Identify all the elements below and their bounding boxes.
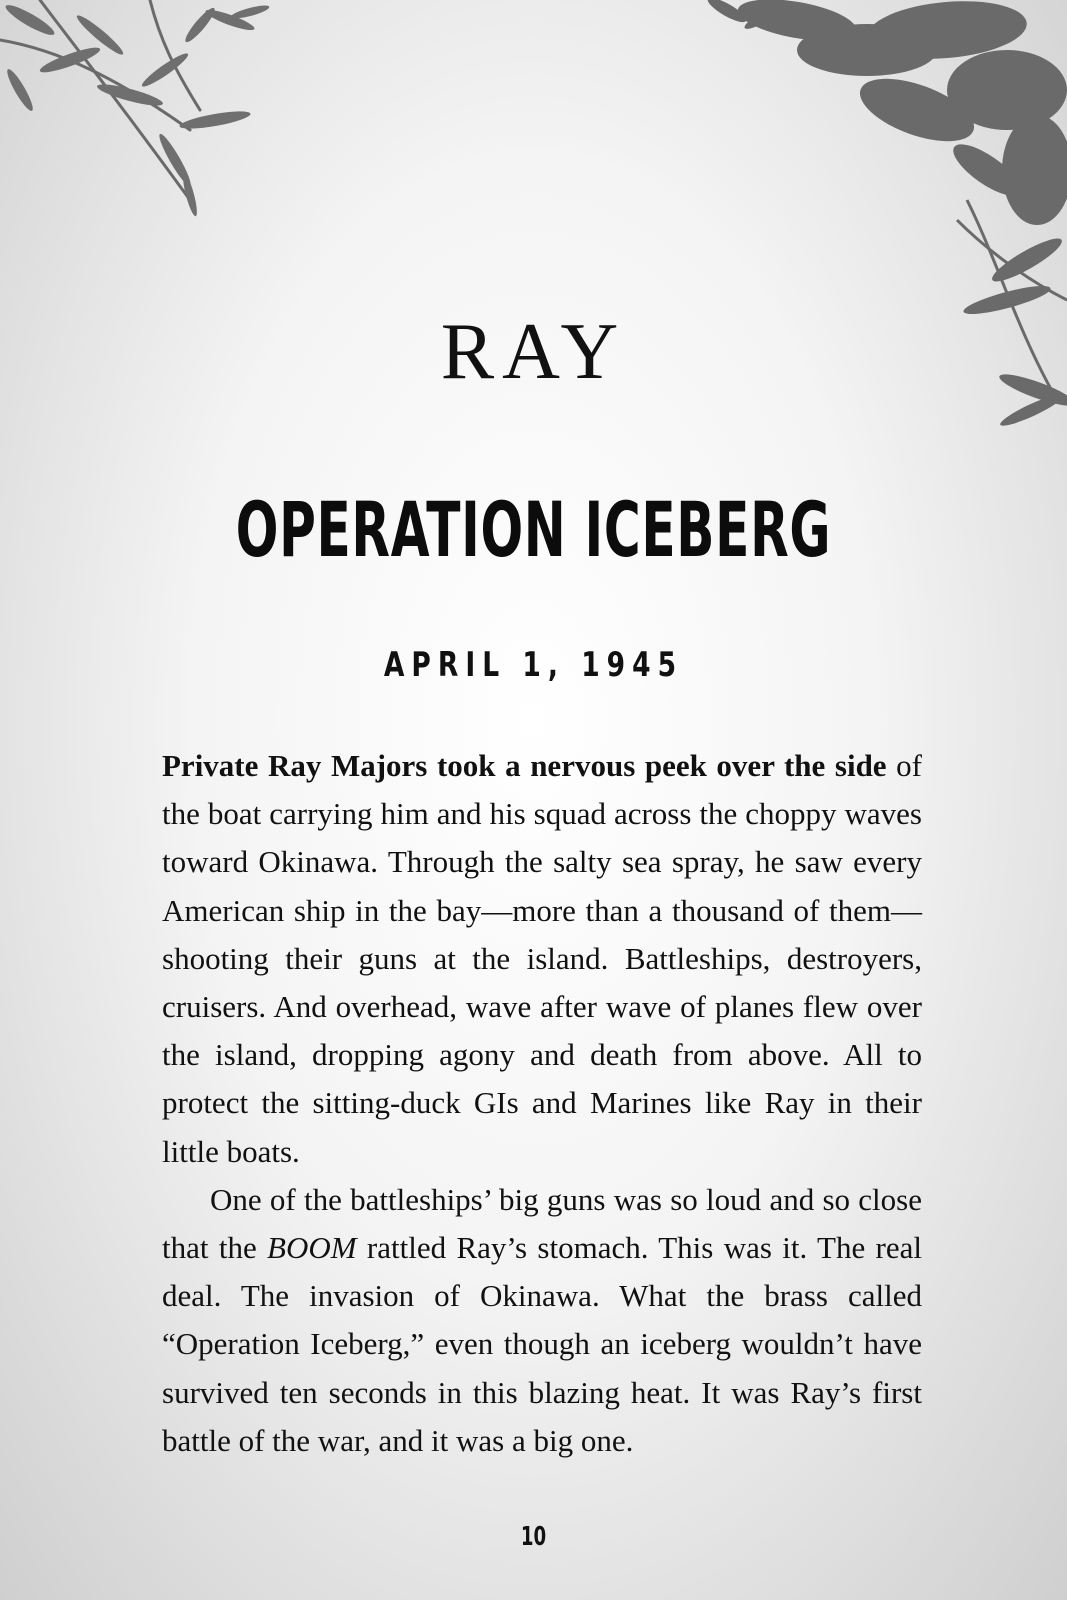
lead-in-text: Private Ray Majors took a nervous peek over the side	[162, 748, 887, 783]
chapter-body	[162, 742, 922, 1465]
paragraph-2-text-after: rattled Ray’s stomach. This was it. The real deal. The invasion of Okinawa. What the brass called “Operation Iceberg,” even though an iceberg wouldn’t have survived ten seconds in this blazing heat. It was Ray’s first battle of the war, and it was a big one.	[162, 1230, 922, 1458]
chapter-title-heading: OPERATION ICEBERG	[235, 485, 832, 574]
paragraph-2-text-before: One of the battleships’ big guns was so loud and so close that the	[162, 1181, 922, 1266]
paragraph-1-text: of the boat carrying him and his squad across the choppy waves toward Okinawa. Through the salty sea spray, he saw every American ship in the bay—more than a thousand of them—shooting their guns at the island. Battleships, destroyers, cruisers. And overhead, wave after wave of planes flew over the island, dropping agony and death from above. All to protect the sitting-duck GIs and Marines like Ray in their little boats.	[162, 748, 922, 1169]
chapter-name-heading: RAY	[440, 308, 627, 396]
chapter-date: APRIL 1, 1945	[383, 645, 684, 685]
foliage-top-left-illustration	[0, 0, 290, 220]
emphasis-boom: BOOM	[267, 1230, 357, 1266]
paragraph-2	[162, 1176, 922, 1465]
paragraph-1	[162, 742, 922, 1176]
page-number: 10	[520, 1522, 547, 1552]
